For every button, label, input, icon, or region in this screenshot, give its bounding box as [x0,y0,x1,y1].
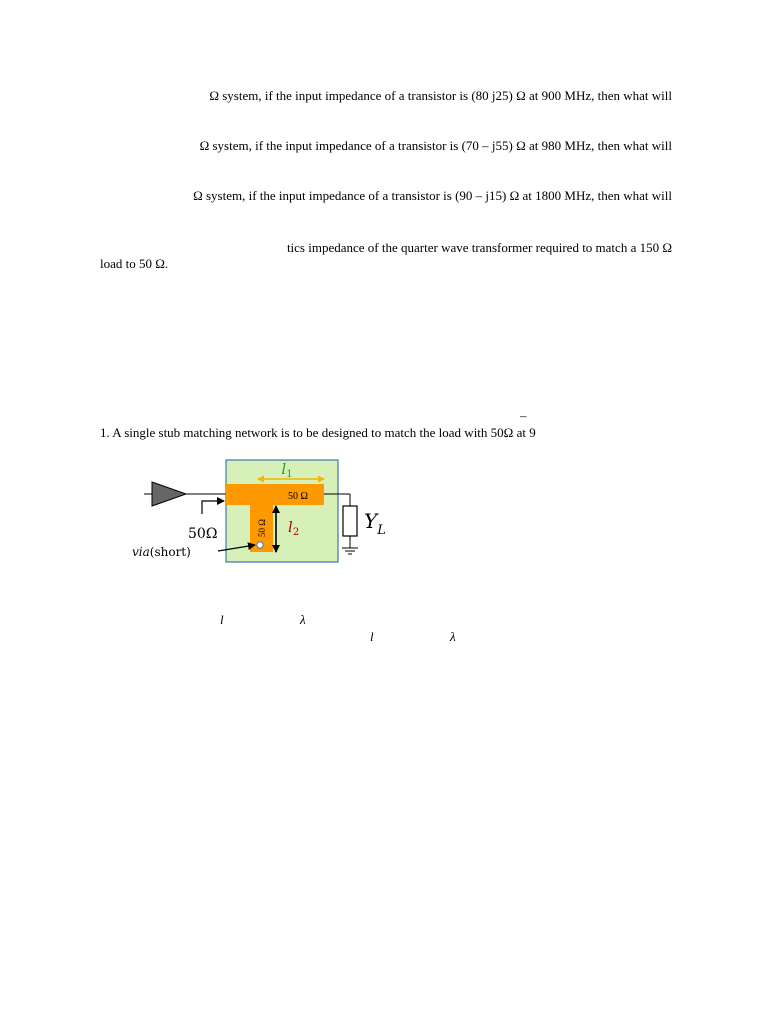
input-reference-arrow [202,501,224,514]
load-admittance-label: $Y_L$ [364,509,386,538]
symbol-l-2: l [370,629,374,644]
via-icon [257,542,263,548]
symbol-lambda-1: λ [300,612,306,627]
problem-1: 1. A single stub matching network is to be designed to match the load with 50Ω at 9 [100,425,536,440]
stray-dash: – [520,408,527,423]
l1-subscript: 1 [286,469,293,480]
l2-subscript: 2 [292,527,300,538]
question-4-line-1: tics impedance of the quarter wave transformer required to match a 150 Ω [286,240,672,255]
l1-label: $l_1$ [281,460,293,480]
question-4-line-2: load to 50 Ω. [100,256,169,271]
question-2: Ω system, if the input impedance of a transistor is (70 – j55) Ω at 980 MHz, then what will [199,138,672,153]
ground-icon [342,548,358,554]
source-impedance-label: 50Ω [188,526,218,542]
symbol-l-1: l [220,612,224,627]
horizontal-line-label: 50 Ω [288,491,308,502]
load-subscript: L [377,523,386,538]
load-resistor-icon [343,506,357,536]
question-1: Ω system, if the input impedance of a transistor is (80 j25) Ω at 900 MHz, then what will [209,88,672,103]
stub-line-label: 50 Ω [257,519,267,537]
question-3: Ω system, if the input impedance of a transistor is (90 – j15) Ω at 1800 MHz, then what will [193,188,672,203]
single-stub-matching-figure [128,452,408,572]
symbol-lambda-2: λ [450,629,456,644]
source-triangle-icon [152,482,186,506]
via-label: via(short) [132,545,191,559]
horizontal-trace [226,484,324,505]
l2-label: $l_2$ [288,518,300,538]
